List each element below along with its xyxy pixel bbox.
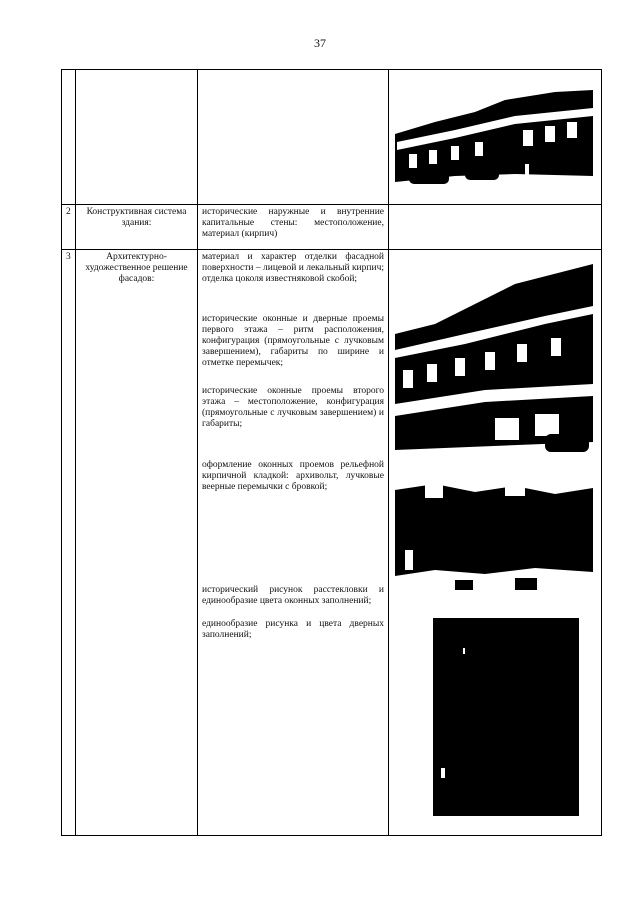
description-text: единообразие рисунка и цвета дверных заполнений; <box>202 619 384 640</box>
row-photo-cell <box>389 205 602 250</box>
table-row <box>62 70 602 205</box>
description-text: материал и характер отделки фасадной поверхности – лицевой и лекальный кирпич; <box>202 252 384 273</box>
row-name: Архитектурно-художественное решение фасадов: <box>76 250 198 836</box>
row-description <box>198 250 389 836</box>
description-text: исторические оконные и дверные проемы первого этажа – ритм расположения, конфигурация (прямоугольные с лучковым завершением), габариты по ширине и отметке перемычек; <box>202 314 384 368</box>
row-description <box>198 70 389 205</box>
description-text: исторические оконные проемы второго этажа – местоположение, конфигурация (прямоугольные с лучковым завершением) и габариты; <box>202 386 384 429</box>
table-row <box>62 250 602 836</box>
page-number: 37 <box>314 36 326 50</box>
description-text: оформление оконных проемов рельефной кирпичной кладкой: архивольт, лучковые веерные перемычки с бровкой; <box>202 460 384 492</box>
row-number <box>62 70 76 205</box>
building-photo <box>395 72 593 200</box>
door-detail-photo <box>433 618 579 816</box>
description-text: отделка цоколя известняковой скобой; <box>202 274 358 284</box>
row-number: 2 <box>62 205 76 250</box>
row-photo-cell <box>389 70 602 205</box>
description-text: исторический рисунок расстекловки и единообразие цвета оконных заполнений; <box>202 585 384 606</box>
description-text: исторические наружные и внутренние капитальные стены: местоположение, материал (кирпич) <box>202 207 384 239</box>
row-name: Конструктивная система здания: <box>76 205 198 250</box>
facade-photo <box>395 254 593 470</box>
row-name <box>76 70 198 205</box>
row-number: 3 <box>62 250 76 836</box>
row-photo-cell <box>389 250 602 836</box>
table-row <box>62 205 602 250</box>
window-detail-photo <box>395 480 593 604</box>
protection-subjects-table <box>61 69 602 836</box>
row-description <box>198 205 389 250</box>
